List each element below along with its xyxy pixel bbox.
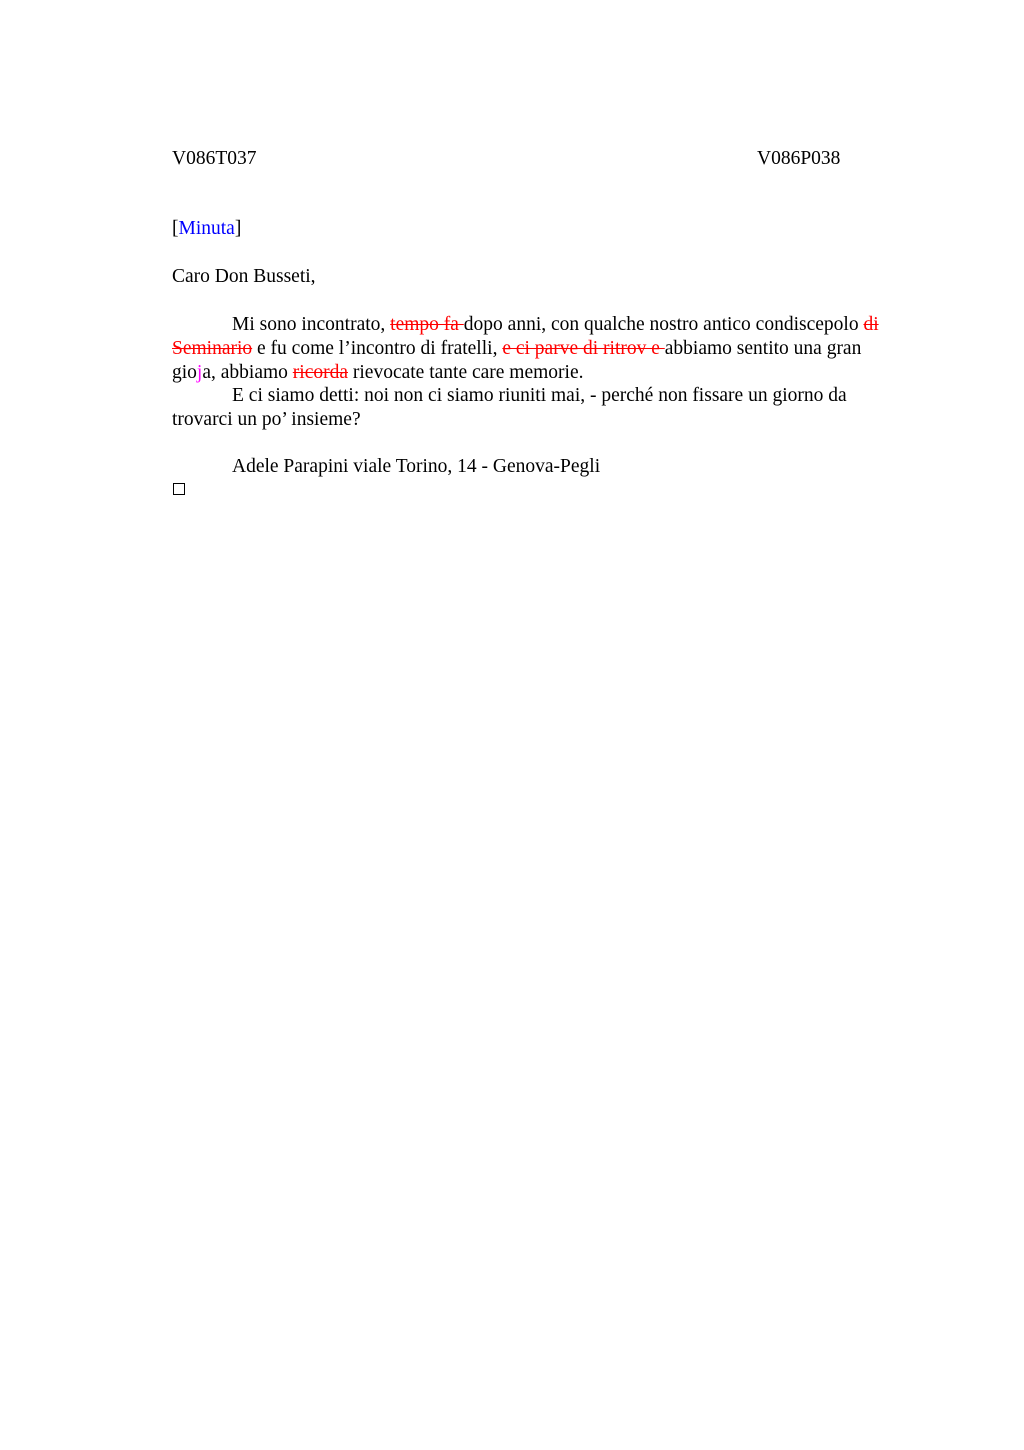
document-code-right: V086P038 <box>757 148 841 169</box>
deleted-text: tempo fa <box>390 314 464 335</box>
deleted-text: e ci parve di ritrov e <box>502 338 665 359</box>
text-segment: a, abbiamo <box>202 362 293 383</box>
text-segment: rievocate tante care memorie. <box>348 362 584 383</box>
signature-address: Adele Parapini viale Torino, 14 - Genova-Pegli <box>232 456 601 477</box>
bracket-open: [ <box>172 218 179 239</box>
paragraph-2: E ci siamo detti: noi non ci siamo riuniti mai, - perché non fissare un giorno da trovarci un po’ insieme? <box>172 385 847 430</box>
end-marker-box-icon <box>173 483 185 495</box>
text-segment: dopo anni, con qualche nostro antico condiscepolo <box>463 314 864 335</box>
text-segment: Mi sono incontrato, <box>232 314 391 335</box>
minuta-heading <box>172 217 907 241</box>
deleted-text: ricorda <box>292 362 348 383</box>
document-code-left: V086T037 <box>172 148 257 169</box>
paragraph-1 <box>172 313 907 385</box>
bracket-close: ] <box>234 218 242 239</box>
inserted-text: j <box>196 362 203 383</box>
minuta-label: Minuta <box>178 218 235 239</box>
text-segment: abbiamo sentito una gran gio <box>172 338 862 383</box>
text-segment: e fu come l’incontro di fratelli, <box>252 338 503 359</box>
salutation: Caro Don Busseti, <box>172 266 316 287</box>
deleted-text: di Seminario <box>172 314 879 359</box>
